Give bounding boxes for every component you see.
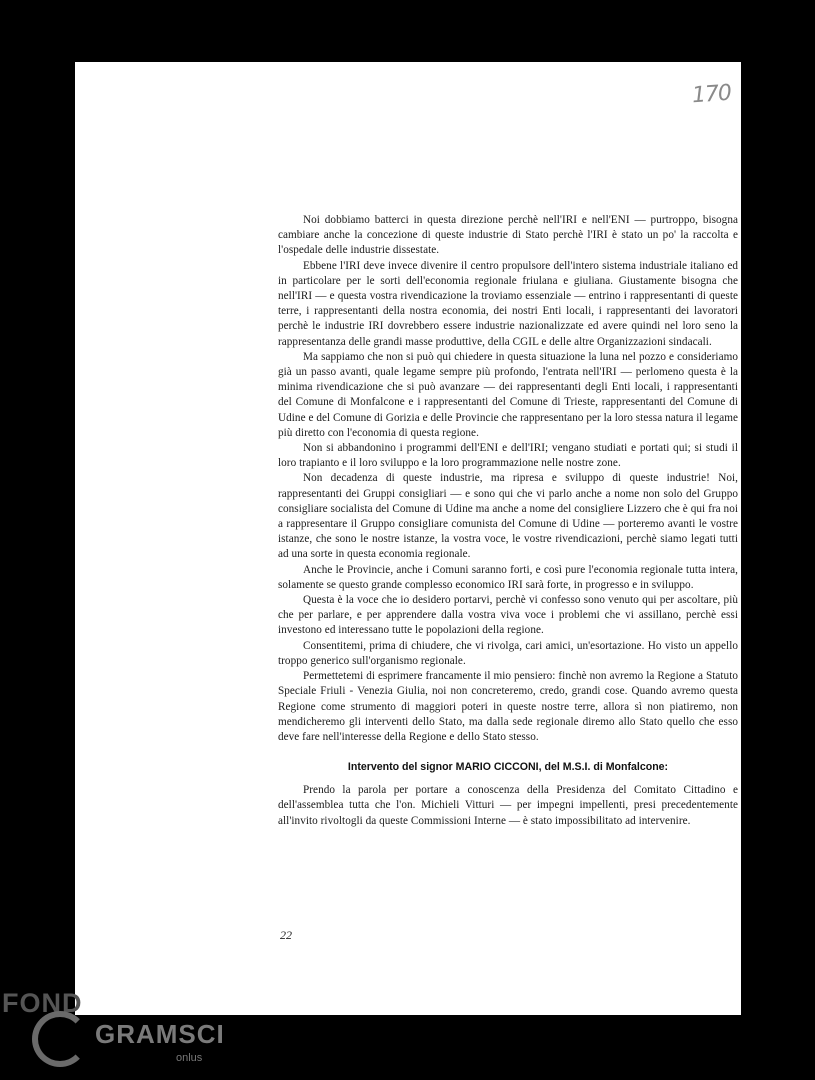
paragraph: Anche le Provincie, anche i Comuni saranno forti, e così pure l'economia regionale tutta intera, solamente se questo grande complesso economico IRI sarà forte, in progresso e in sviluppo.	[278, 563, 738, 591]
section-heading: Intervento del signor MARIO CICCONI, del M.S.I. di Monfalcone:	[347, 761, 669, 774]
logo-ring-icon	[32, 1011, 88, 1067]
body-text	[278, 213, 738, 829]
paragraph: Non decadenza di queste industrie, ma ripresa e sviluppo di queste industrie! Noi, rappresentanti dei Gruppi consigliari — e sono qui che vi parlo anche a nome non solo del Gruppo consigliare socialista del Comune di Udine ma anche a nome del consigliere Lizzero che è qui fra noi a rappresentare il Gruppo consigliare comunista del Comune di Udine — porteremo avanti le vostre istanze, che sono le nostre istanze, la vostra voce, le vostre rivendicazioni, perchè siamo legati tutti ad una sorte in questa economia regionale.	[278, 472, 738, 561]
paragraph: Noi dobbiamo batterci in questa direzione perchè nell'IRI e nell'ENI — purtroppo, bisogna cambiare anche la concezione di queste industrie di Stato perchè l'IRI è stato un po' la raccolta e l'ospedale delle industrie dissestate.	[278, 214, 738, 257]
watermark-word-onlus: onlus	[176, 1052, 203, 1064]
paragraph: Prendo la parola per portare a conoscenza della Presidenza del Comitato Cittadino e dell'assemblea tutta che l'on. Michieli Vitturi — per impegni impellenti, presi precedentemente all'invito rivoltogli da queste Commissioni Interne — è stato impossibilitato ad intervenire.	[278, 784, 738, 827]
paragraph: Ma sappiamo che non si può qui chiedere in questa situazione la luna nel pozzo e consideriamo già un passo avanti, quale legame sempre più profondo, l'entrata nell'IRI — perlomeno questa è la minima rivendicazione che si può avanzare — dei rappresentanti degli Enti locali, i rappresentanti del Comune di Monfalcone e i rappresentanti del Comune di Trieste, rappresentanti del Comune di Udine e del Comune di Gorizia e delle Provincie che rappresentano per la loro stessa natura il legame più diretto con l'economia di questa regione.	[278, 350, 738, 439]
paragraph: Consentitemi, prima di chiudere, che vi rivolga, cari amici, un'esortazione. Ho visto un appello troppo generico sull'organismo regionale.	[278, 639, 738, 667]
paragraph: Permettetemi di esprimere francamente il mio pensiero: finchè non avremo la Regione a Statuto Speciale Friuli - Venezia Giulia, noi non concreteremo, credo, grandi cose. Quando avremo questa Regione come strumento di maggiori poteri in queste nostre terre, allora sì non piatiremo, non mendicheremo gli interventi dello Stato, ma dalla sede regionale diremo allo Stato quello che esso deve fare nell'interesse della Regione e dello Stato stesso.	[278, 670, 738, 743]
watermark-word-fond: FOND	[2, 988, 83, 1018]
paragraph: Ebbene l'IRI deve invece divenire il centro propulsore dell'intero sistema industriale italiano ed in particolare per le sorti dell'economia regionale friulana e giuliana. Giustamente bisogna che nell'IRI — e questa vostra rivendicazione la troviamo essenziale — entrino i rappresentanti di queste terre, i rappresentanti della nostra economia, dei nostri Enti locali, i rappresentanti dei lavoratori perchè le industrie IRI dovrebbero essere industrie nazionalizzate ed avere quindi nel loro seno la rappresentanza delle grandi masse produttive, della CGIL e delle altre Organizzazioni sindacali.	[278, 259, 738, 348]
archive-page-mark: 170	[691, 80, 732, 109]
page-number: 22	[280, 928, 292, 942]
paragraph: Non si abbandonino i programmi dell'ENI e dell'IRI; vengano studiati e portati qui; si studi il loro trapianto e il loro sviluppo e la loro programmazione nelle nostre zone.	[278, 442, 738, 470]
paragraph: Questa è la voce che io desidero portarvi, perchè vi confesso sono venuto qui per ascoltare, più che per parlare, e per apprendere dalla vostra viva voce i problemi che vi assillano, perchè essi investono ed interessano tutte le popolazioni della regione.	[278, 594, 738, 637]
document-page	[75, 62, 741, 1015]
watermark-word-gramsci: GRAMSCI	[95, 1019, 225, 1049]
